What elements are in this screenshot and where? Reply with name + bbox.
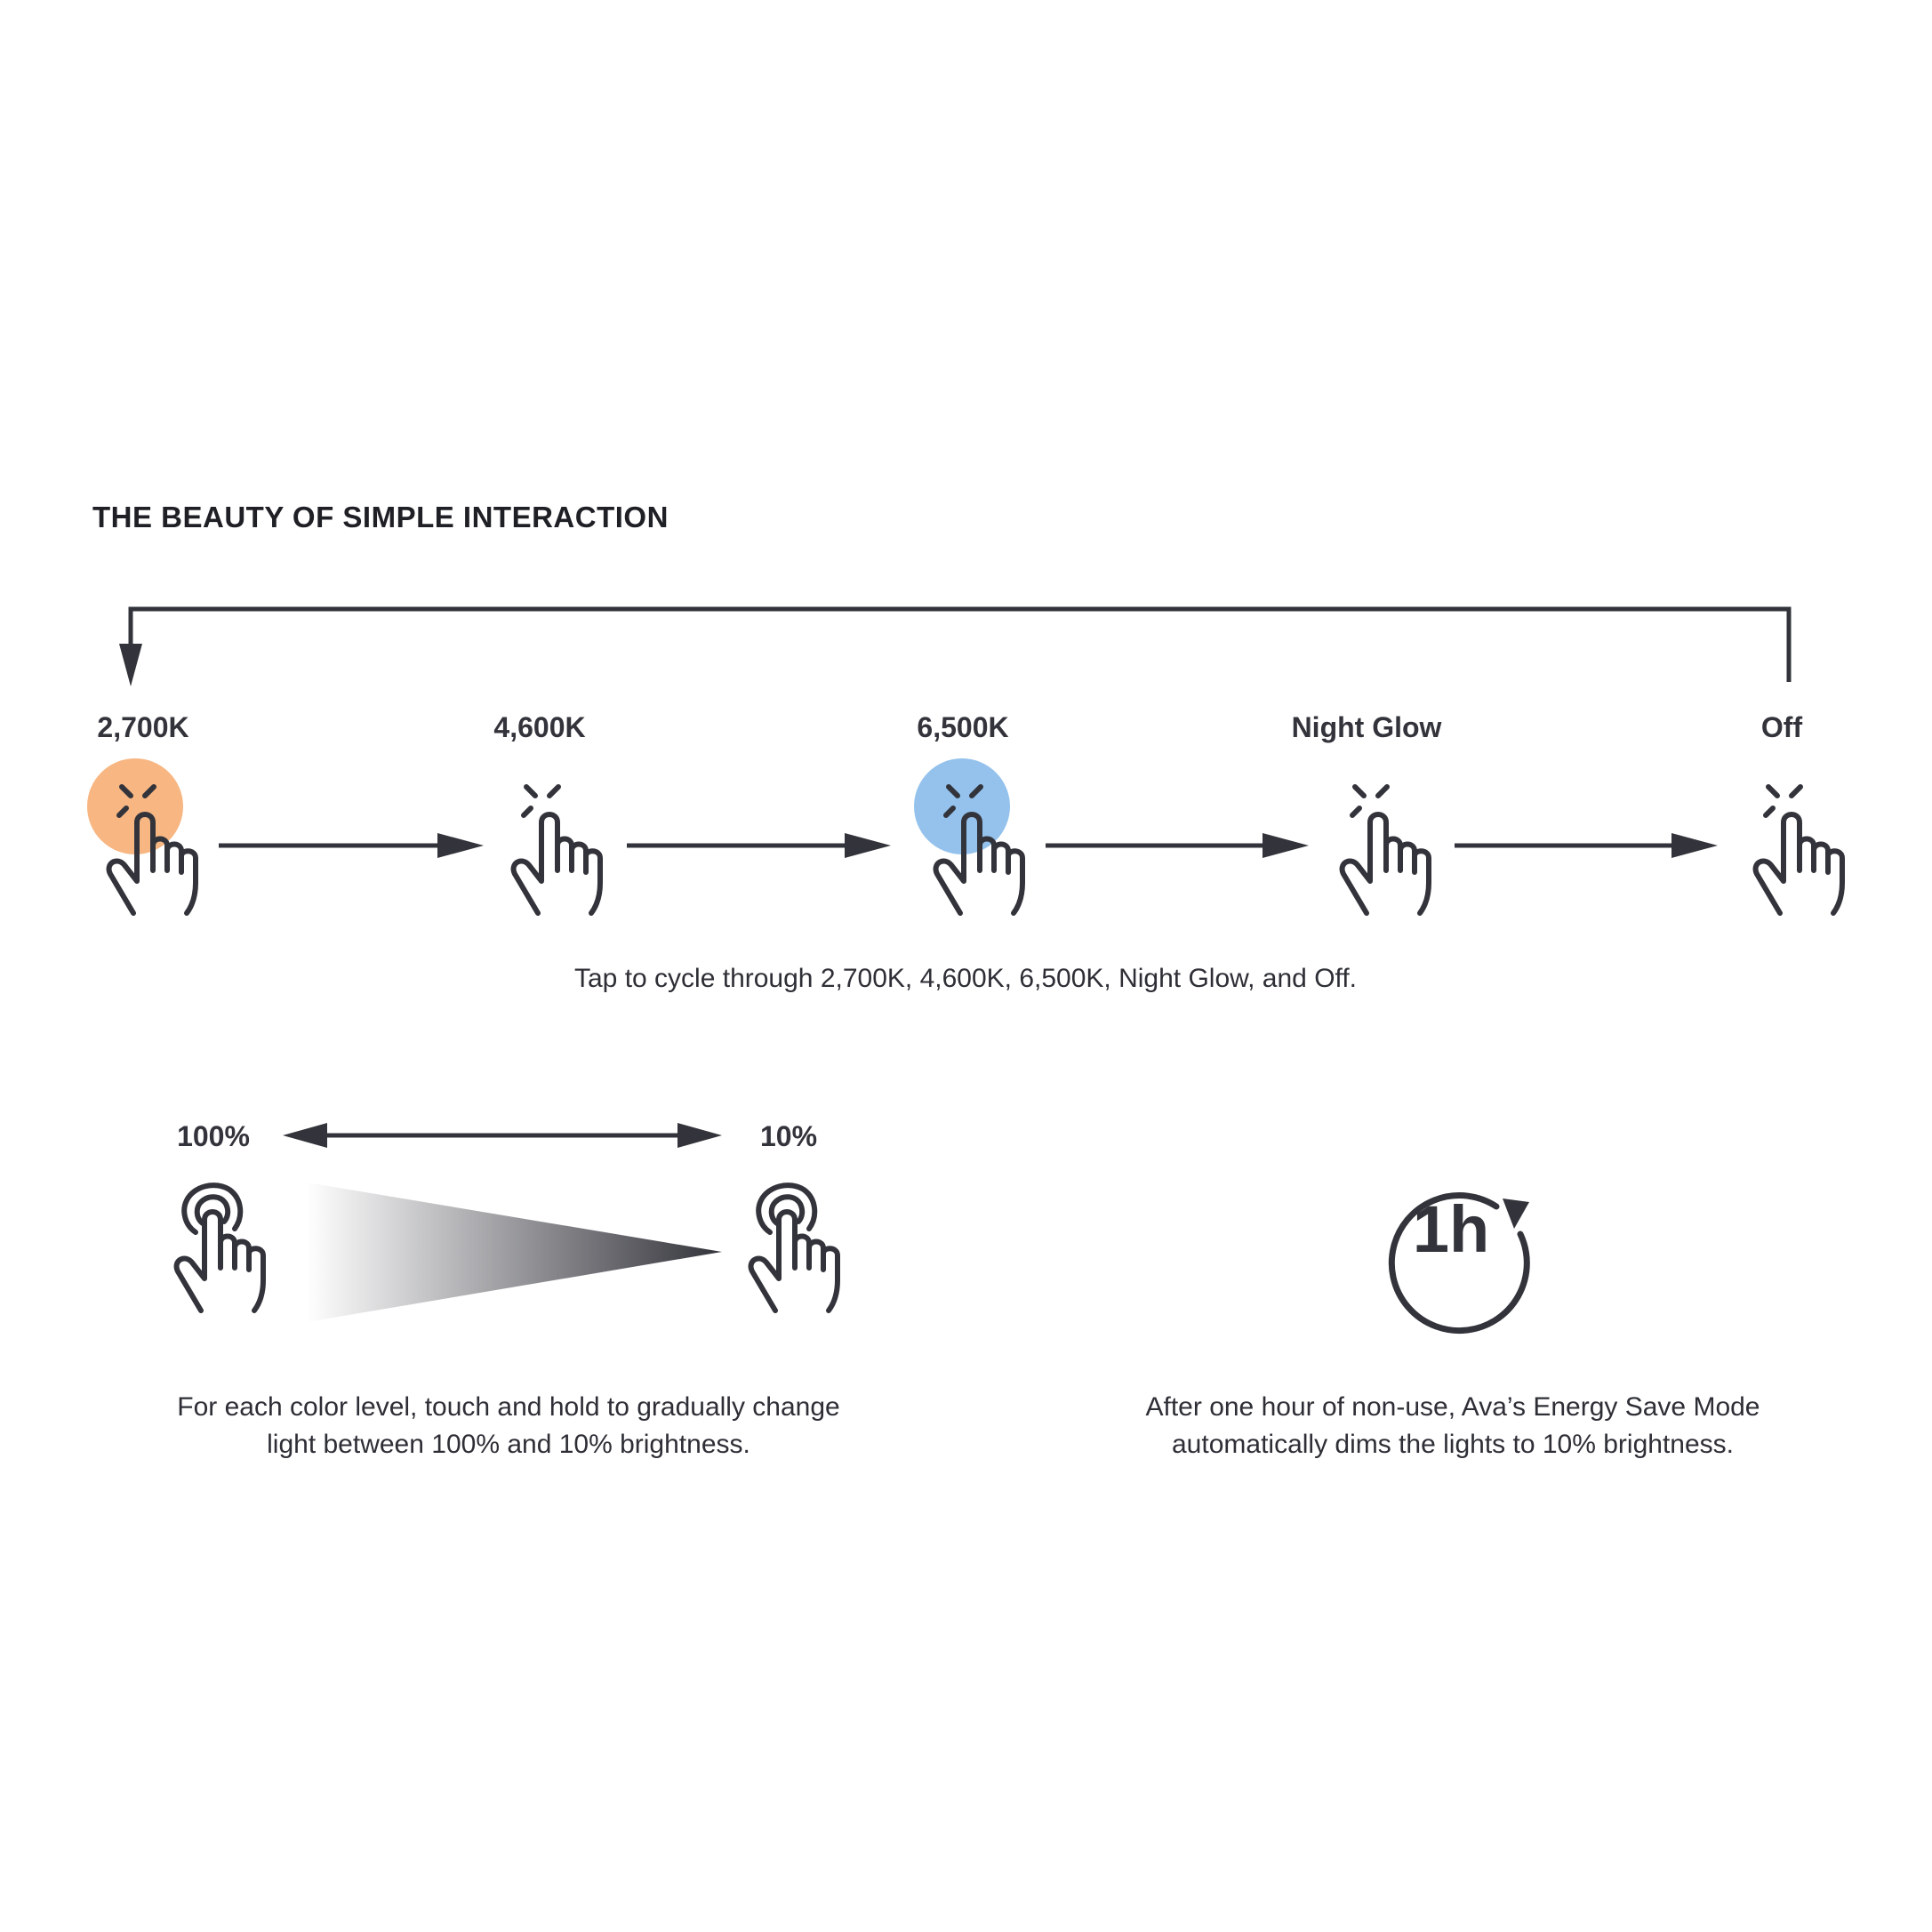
energy-caption [1146,1389,1760,1463]
press-hold-hand-icon [751,1185,838,1311]
timer-text: 1h [1412,1192,1490,1266]
brightness-range-arrow [283,1123,722,1148]
energy-caption-line-1: After one hour of non-use, Ava’s Energy Save Mode [1145,1392,1760,1422]
tap-hand-icon [1343,787,1429,913]
stage-label-4600k: 4,600K [493,711,586,743]
dim-caption [177,1389,839,1463]
stage-label-2700k: 2,700K [97,711,189,743]
arrow-icon [219,833,484,858]
arrow-icon [1046,833,1309,858]
press-hold-hand-icon [177,1185,263,1311]
tap-caption: Tap to cycle through 2,700K, 4,600K, 6,500K, Night Glow, and Off. [573,964,1358,993]
brightness-start-label: 100% [177,1120,250,1152]
stage-label-6500k: 6,500K [917,711,1009,743]
arrow-icon [627,833,891,858]
tap-hand-icon [514,787,600,913]
energy-caption-line-2: automatically dims the lights to 10% brightness. [1172,1430,1734,1459]
timer-refresh-icon [1391,1192,1529,1331]
page-title: THE BEAUTY OF SIMPLE INTERACTION [92,501,669,533]
cycle-return-arrow [119,609,1789,686]
stage-label-night-glow: Night Glow [1291,711,1442,743]
stage-label-off: Off [1760,711,1803,743]
brightness-end-label: 10% [759,1120,818,1152]
tap-hand-icon [1756,787,1842,913]
arrow-icon [1455,833,1718,858]
dim-caption-line-2: light between 100% and 10% brightness. [267,1430,750,1459]
brightness-gradient-wedge [307,1182,722,1322]
dim-caption-line-1: For each color level, touch and hold to gradually change [177,1392,840,1422]
